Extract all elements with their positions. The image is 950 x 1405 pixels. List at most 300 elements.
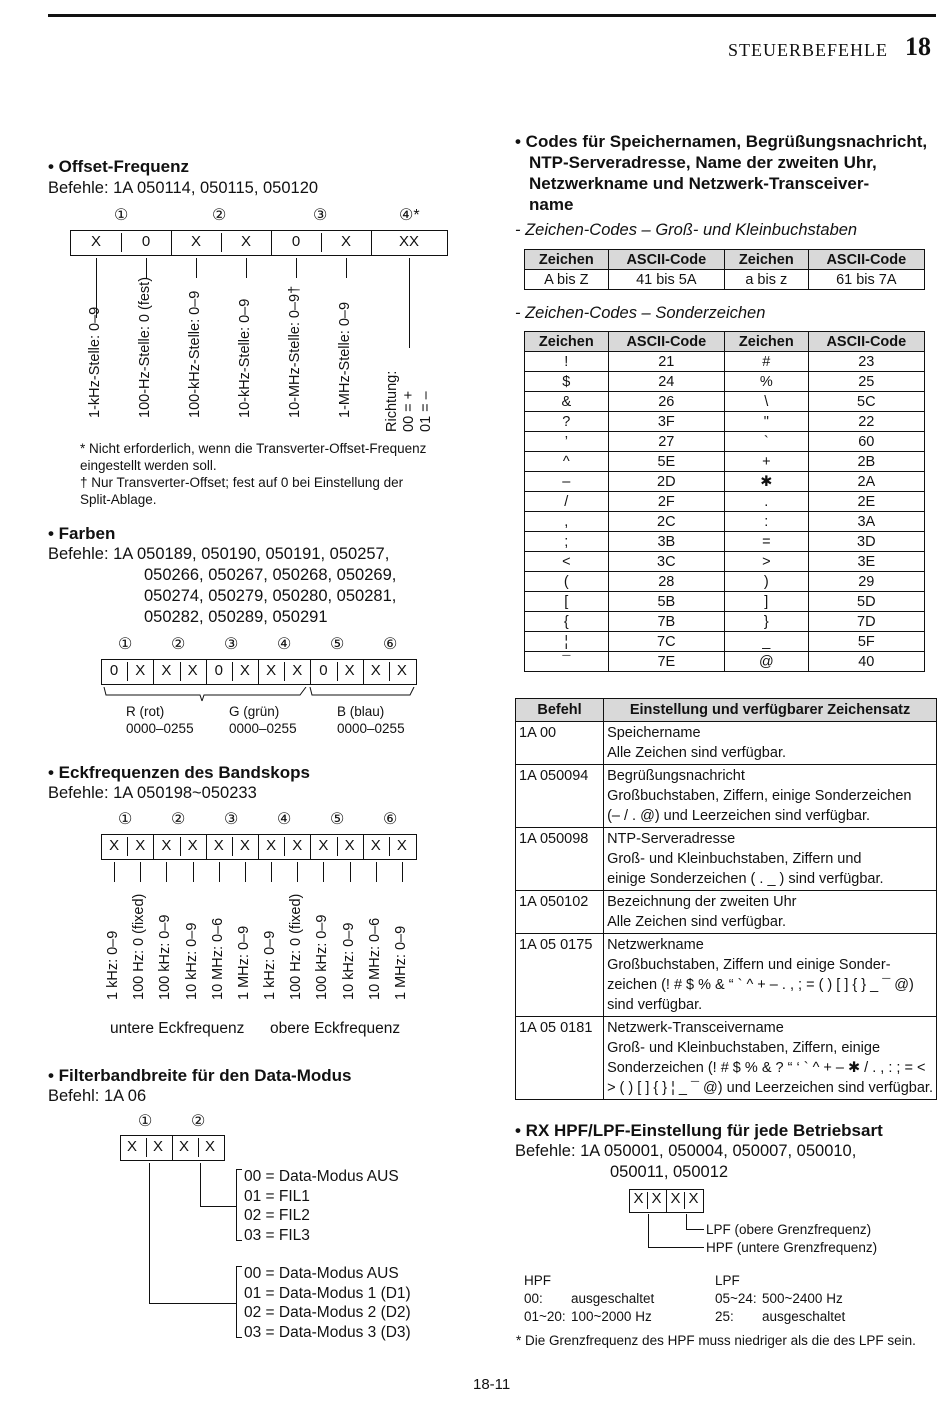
rxhpf-cell: X [651, 1190, 662, 1207]
table-row [516, 891, 937, 934]
table-row [516, 934, 937, 1017]
offset-label: 100-Hz-Stelle: 0 (fest) [137, 276, 153, 418]
table-row [525, 632, 925, 652]
command-code: 1A 05 0181 [516, 1017, 604, 1100]
table-row [516, 722, 937, 765]
table-cell: 61 bis 7A [808, 270, 924, 290]
filter-list-1 [244, 1264, 411, 1342]
table-cell: > [724, 552, 808, 572]
offset-cell: XX [398, 233, 419, 250]
colors-cell: X [344, 662, 355, 679]
table-cell: @ [724, 652, 808, 672]
cell-divider [363, 659, 364, 684]
table-cell: } [724, 612, 808, 632]
description-line: Großbuchstaben, Ziffern und einige Sonder- [607, 957, 891, 973]
scope-cell: X [109, 837, 120, 854]
rxhpf-cell: X [670, 1190, 681, 1207]
offset-direction: Richtung: [384, 370, 400, 432]
scope-arrow [350, 862, 351, 882]
hpf-title: HPF [524, 1273, 551, 1288]
table-cell: ¯ [525, 652, 609, 672]
colors-group-range: 0000–0255 [229, 721, 297, 736]
filter-list-2 [244, 1167, 399, 1245]
scope-arrow [193, 862, 194, 882]
scope-marker: ⑥ [383, 811, 398, 828]
cell-divider [180, 837, 181, 856]
table-row [525, 572, 925, 592]
scope-label: 10 kHz: 0–9 [183, 922, 200, 1000]
table-row [525, 432, 925, 452]
scope-arrow [402, 862, 403, 882]
table-cell: 22 [808, 412, 924, 432]
scope-label: 10 MHz: 0–6 [366, 917, 383, 1000]
lpf-label: LPF (obere Grenzfrequenz) [706, 1222, 872, 1237]
offset-label: 10-kHz-Stelle: 0–9 [237, 298, 253, 418]
offset-label: 1-MHz-Stelle: 0–9 [337, 301, 353, 418]
codes-heading-line: Netzwerkname und Netzwerk-Transceiver- [529, 174, 870, 193]
colors-cell: 0 [109, 662, 119, 679]
scope-cell: X [135, 837, 146, 854]
scope-arrow [140, 862, 141, 882]
lpf-title: LPF [715, 1273, 740, 1288]
cell-divider [337, 662, 338, 681]
description-line: Netzwerk-Transceivername [607, 1020, 784, 1036]
table-cell: 23 [808, 352, 924, 372]
colors-braces [100, 687, 420, 703]
scope-marker: ② [171, 811, 186, 828]
cell-divider [284, 662, 285, 681]
table-cell: [ [525, 592, 609, 612]
hpf-value: ausgeschaltet [571, 1291, 655, 1306]
offset-label: 1-kHz-Stelle: 0–9 [87, 306, 103, 418]
table-row [525, 532, 925, 552]
command-code: 1A 05 0175 [516, 934, 604, 1017]
colors-command: 050266, 050267, 050268, 050269, [144, 566, 397, 584]
offset-direction: 00 = + [401, 390, 417, 432]
lpf-code: 05~24: [715, 1291, 757, 1306]
table-cell: ] [724, 592, 808, 612]
lpf-value: ausgeschaltet [762, 1309, 846, 1324]
table-cell: ’ [525, 432, 609, 452]
col-header: Zeichen [525, 250, 609, 270]
table-cell: . [724, 492, 808, 512]
table-cell: 5B [608, 592, 724, 612]
description-line: Sonderzeichen (! # $ % & ? “ ‘ ` ^ + – ✱ / . , : ; = < [607, 1060, 926, 1076]
table-row [525, 592, 925, 612]
colors-marker: ① [118, 636, 133, 653]
table-cell: ` [724, 432, 808, 452]
table-cell: , [525, 512, 609, 532]
offset-marker-3: ③ [313, 207, 328, 224]
page-number: 18-11 [473, 1376, 511, 1393]
table-row [525, 352, 925, 372]
filter-list-item: 00 = Data-Modus AUS [244, 1168, 399, 1185]
scope-cell: X [161, 837, 172, 854]
scope-label: 100 Hz: 0 (fixed) [131, 893, 148, 1000]
filter-list-item: 02 = Data-Modus 2 (D2) [244, 1304, 411, 1321]
offset-cell: 0 [141, 233, 151, 250]
table-cell: 29 [808, 572, 924, 592]
table-cell: ¦ [525, 632, 609, 652]
scope-arrow [166, 862, 167, 882]
cell-divider [337, 837, 338, 856]
rxhpf-heading: • RX HPF/LPF-Einstellung für jede Betriebsart [515, 1121, 883, 1140]
table-cell: 5C [808, 392, 924, 412]
description-line: Netzwerkname [607, 937, 704, 953]
table-cell: 7B [608, 612, 724, 632]
command-code: 1A 050094 [516, 765, 604, 828]
colors-heading: • Farben [48, 524, 116, 543]
scope-arrow [297, 862, 298, 882]
scope-label: 100 kHz: 0–9 [157, 914, 174, 1000]
colors-cell: X [135, 662, 146, 679]
cell-divider [258, 659, 259, 684]
colors-cell: 0 [214, 662, 223, 679]
cell-divider [127, 662, 128, 681]
scope-marker: ⑤ [330, 811, 345, 828]
table-row [525, 392, 925, 412]
offset-frame [70, 230, 448, 256]
offset-marker-2: ② [212, 207, 227, 224]
cell-divider [153, 834, 154, 859]
table-cell: 60 [808, 432, 924, 452]
offset-direction: 01 = – [418, 391, 434, 432]
table-row [525, 372, 925, 392]
filter-list-item: 03 = Data-Modus 3 (D3) [244, 1323, 411, 1341]
table-cell: ✱ [724, 472, 808, 492]
col-header: ASCII-Code [808, 250, 924, 270]
description-line: Bezeichnung der zweiten Uhr [607, 894, 797, 910]
description-line: einige Sonderzeichen ( . _ ) sind verfügbar. [607, 871, 884, 887]
description-line: sind verfügbar. [607, 997, 703, 1013]
scope-label: 1 MHz: 0–9 [235, 925, 252, 1000]
table-cell: – [525, 472, 609, 492]
cell-divider [127, 837, 128, 856]
table-cell: 41 bis 5A [608, 270, 724, 290]
filter-cell: X [126, 1138, 137, 1155]
colors-cell: 0 [319, 662, 328, 679]
table-cell: 7E [608, 652, 724, 672]
table-cell: < [525, 552, 609, 572]
col-header: Einstellung und verfügbarer Zeichensatz [604, 699, 937, 722]
cell-divider [310, 659, 311, 684]
scope-upper: obere Eckfrequenz [270, 1020, 401, 1037]
offset-marker-1: ① [114, 207, 129, 224]
scope-label: 100 kHz: 0–9 [314, 914, 331, 1000]
scope-label: 1 kHz: 0–9 [262, 930, 279, 1000]
table-cell: 5F [808, 632, 924, 652]
col-header: ASCII-Code [608, 332, 724, 352]
table-cell: 5D [808, 592, 924, 612]
cell-divider [206, 834, 207, 859]
table-row [525, 492, 925, 512]
scope-cell: X [213, 837, 224, 854]
scope-marker: ③ [224, 811, 239, 828]
colors-marker: ④ [277, 636, 292, 653]
scope-cell: X [370, 837, 381, 854]
cell-divider [363, 834, 364, 859]
filter-list-item: 01 = Data-Modus 1 (D1) [244, 1284, 411, 1302]
description-line: Alle Zeichen sind verfügbar. [607, 914, 786, 930]
table-cell: ; [525, 532, 609, 552]
table-cell: ( [525, 572, 609, 592]
filter-heading: • Filterbandbreite für den Data-Modus [48, 1066, 352, 1085]
offset-note-2: † Nur Transverter-Offset; fest auf 0 bei Einstellung der Split-Ablage. [80, 475, 404, 507]
scope-arrow [245, 862, 246, 882]
table-cell: 3F [608, 412, 724, 432]
table-cell: % [724, 372, 808, 392]
col-header: Zeichen [724, 250, 808, 270]
cell-divider [232, 837, 233, 856]
table-cell: 2E [808, 492, 924, 512]
table-cell: 3B [608, 532, 724, 552]
codes-heading [515, 131, 927, 215]
offset-label: 10-MHz-Stelle: 0–9† [287, 285, 303, 418]
table-cell: ! [525, 352, 609, 372]
hpf-label: HPF (untere Grenzfrequenz) [706, 1240, 878, 1255]
col-header: ASCII-Code [808, 332, 924, 352]
table-cell: 2A [808, 472, 924, 492]
table-cell: 2B [808, 452, 924, 472]
table-cell: 2C [608, 512, 724, 532]
table-row [525, 652, 925, 672]
scope-label: 10 MHz: 0–6 [209, 917, 226, 1000]
colors-cell: X [370, 662, 381, 679]
scope-cell: X [266, 837, 277, 854]
colors-group-range: 0000–0255 [126, 721, 194, 736]
col-header: Befehl [516, 699, 604, 722]
command-code: 1A 050098 [516, 828, 604, 891]
table-row [525, 270, 925, 290]
description-line: Groß- und Kleinbuchstaben, Ziffern und [607, 851, 862, 867]
table-cell: 24 [608, 372, 724, 392]
table-row [516, 765, 937, 828]
scope-label: 100 Hz: 0 (fixed) [288, 893, 305, 1000]
colors-cell: X [187, 662, 198, 679]
description-line: (– / . @) und Leerzeichen sind verfügbar. [607, 808, 871, 824]
cell-divider [389, 837, 390, 856]
table-row [525, 472, 925, 492]
description-line: NTP-Serveradresse [607, 831, 736, 847]
table-cell: + [724, 452, 808, 472]
colors-cell: X [266, 662, 277, 679]
filter-list-item: 03 = FIL3 [244, 1226, 310, 1244]
filter-cell: X [152, 1138, 163, 1155]
description-line: Speichername [607, 725, 701, 741]
col-header: Zeichen [724, 332, 808, 352]
lpf-code: 25: [715, 1309, 734, 1324]
scope-label: 1 kHz: 0–9 [105, 930, 122, 1000]
header-rule [48, 14, 936, 17]
cell-divider [258, 834, 259, 859]
colors-command: 050274, 050279, 050280, 050281, [144, 587, 397, 605]
filter-marker: ① [138, 1113, 153, 1130]
table-cell: # [724, 352, 808, 372]
offset-cell: X [240, 233, 251, 250]
cell-divider [389, 662, 390, 681]
table-cell: " [724, 412, 808, 432]
hpf-code: 00: [524, 1291, 543, 1306]
offset-label: 100-kHz-Stelle: 0–9 [187, 290, 203, 418]
command-code: 1A 00 [516, 722, 604, 765]
colors-group-name: B (blau) [337, 704, 385, 719]
filter-list-item: 00 = Data-Modus AUS [244, 1265, 399, 1282]
rxhpf-cell: X [688, 1190, 699, 1207]
table-cell: ? [525, 412, 609, 432]
table-cell: 3E [808, 552, 924, 572]
table-cell: 2F [608, 492, 724, 512]
description-line: Groß- und Kleinbuchstaben, Ziffern, einige [607, 1040, 881, 1056]
offset-heading: • Offset-Frequenz [48, 157, 190, 176]
command-description [604, 934, 937, 1017]
col-header: Zeichen [525, 332, 609, 352]
table-cell: : [724, 512, 808, 532]
scope-cell: X [318, 837, 329, 854]
description-line: Großbuchstaben, Ziffern, einige Sonderzeichen [607, 788, 912, 804]
description-line: zeichen (! # $ % & “ ` ^ + – . , ; = ( ) [ ] { } _ ¯ @) [607, 977, 914, 993]
cell-divider [284, 837, 285, 856]
codes-heading-line: NTP-Serveradresse, Name der zweiten Uhr, [529, 153, 877, 172]
command-description [604, 891, 937, 934]
filter-cell: X [178, 1138, 189, 1155]
description-line: Alle Zeichen sind verfügbar. [607, 745, 786, 761]
cell-divider [232, 662, 233, 681]
colors-marker: ⑤ [330, 636, 345, 653]
scope-label: 1 MHz: 0–9 [392, 925, 409, 1000]
scope-cell: X [239, 837, 250, 854]
description-line: Begrüßungsnachricht [607, 768, 745, 784]
cell-divider [206, 659, 207, 684]
table-row [525, 612, 925, 632]
command-description [604, 765, 937, 828]
codes-heading-line: name [529, 195, 574, 214]
scope-arrow [219, 862, 220, 882]
command-description [604, 722, 937, 765]
letters-table [524, 249, 925, 290]
table-cell: \ [724, 392, 808, 412]
colors-group-name: R (rot) [126, 704, 165, 719]
table-cell: A bis Z [525, 270, 609, 290]
scope-cell: X [396, 837, 407, 854]
table-cell: ^ [525, 452, 609, 472]
table-cell: 21 [608, 352, 724, 372]
table-cell: 5E [608, 452, 724, 472]
table-row [525, 512, 925, 532]
scope-heading: • Eckfrequenzen des Bandskops [48, 763, 310, 782]
col-header: ASCII-Code [608, 250, 724, 270]
table-row [525, 552, 925, 572]
command-description [604, 1017, 937, 1100]
description-line: > ( ) [ ] { } ¦ _ ¯ @) und Leerzeichen sind verfügbar. [607, 1080, 933, 1096]
offset-cell: X [190, 233, 201, 250]
offset-note-1: * Nicht erforderlich, wenn die Transverter-Offset-Frequenz eingestellt werden soll. [80, 441, 427, 473]
cell-divider [180, 662, 181, 681]
colors-command: Befehle: 1A 050189, 050190, 050191, 050257, [48, 545, 390, 563]
table-row [525, 452, 925, 472]
rxhpf-command: 050011, 050012 [610, 1163, 729, 1181]
table-cell: 7C [608, 632, 724, 652]
filter-list-item: 01 = FIL1 [244, 1187, 310, 1205]
codes-subheading-letters: - Zeichen-Codes – Groß- und Kleinbuchstaben [515, 221, 858, 239]
special-table [524, 331, 925, 672]
cell-divider [310, 834, 311, 859]
table-row [516, 1017, 937, 1100]
table-cell: & [525, 392, 609, 412]
lpf-value: 500~2400 Hz [762, 1291, 843, 1306]
table-row [525, 412, 925, 432]
table-cell: 3A [808, 512, 924, 532]
scope-lower: untere Eckfrequenz [110, 1020, 245, 1037]
table-cell: = [724, 532, 808, 552]
scope-arrow [323, 862, 324, 882]
rxhpf-note: * Die Grenzfrequenz des HPF muss niedriger als die des LPF sein. [516, 1333, 916, 1348]
codes-heading-line: • Codes für Speichernamen, Begrüßungsnachricht, [515, 132, 928, 151]
table-cell: / [525, 492, 609, 512]
colors-cell: X [396, 662, 407, 679]
codes-subheading-special: - Zeichen-Codes – Sonderzeichen [515, 304, 766, 322]
table-row [516, 828, 937, 891]
table-cell: 3D [808, 532, 924, 552]
colors-marker: ② [171, 636, 186, 653]
cell-divider [153, 659, 154, 684]
filter-cell: X [204, 1138, 215, 1155]
scope-cell: X [344, 837, 355, 854]
table-cell: 7D [808, 612, 924, 632]
table-cell: { [525, 612, 609, 632]
colors-group-range: 0000–0255 [337, 721, 405, 736]
offset-cell: X [340, 233, 351, 250]
section-title: STEUERBEFEHLE [728, 40, 888, 60]
scope-marker: ① [118, 811, 133, 828]
rxhpf-cell: X [633, 1190, 644, 1207]
colors-marker: ⑥ [383, 636, 398, 653]
scope-command: Befehle: 1A 050198~050233 [48, 784, 257, 802]
colors-cell: X [292, 662, 303, 679]
colors-cell: X [239, 662, 250, 679]
table-cell: ) [724, 572, 808, 592]
table-cell: 3C [608, 552, 724, 572]
table-cell: a bis z [724, 270, 808, 290]
scope-arrow [271, 862, 272, 882]
command-code: 1A 050102 [516, 891, 604, 934]
rxhpf-command: Befehle: 1A 050001, 050004, 050007, 050010, [515, 1142, 857, 1160]
hpf-value: 100~2000 Hz [571, 1309, 652, 1324]
table-cell: 25 [808, 372, 924, 392]
scope-arrow [376, 862, 377, 882]
scope-cell: X [187, 837, 198, 854]
colors-cell: X [161, 662, 172, 679]
offset-cell: 0 [291, 233, 301, 250]
offset-cell: X [90, 233, 101, 250]
filter-marker: ② [191, 1113, 206, 1130]
colors-command: 050282, 050289, 050291 [144, 608, 328, 626]
table-cell: 28 [608, 572, 724, 592]
scope-arrow [114, 862, 115, 882]
scope-marker: ④ [277, 811, 292, 828]
hpf-code: 01~20: [524, 1309, 566, 1324]
filter-list-item: 02 = FIL2 [244, 1207, 310, 1224]
offset-command: Befehle: 1A 050114, 050115, 050120 [48, 179, 319, 197]
colors-marker: ③ [224, 636, 239, 653]
table-cell: 2D [608, 472, 724, 492]
table-cell: _ [724, 632, 808, 652]
filter-command: Befehl: 1A 06 [48, 1087, 147, 1105]
chapter-number: 18 [905, 32, 931, 61]
table-cell: 40 [808, 652, 924, 672]
scope-cell: X [292, 837, 303, 854]
scope-label: 10 kHz: 0–9 [340, 922, 357, 1000]
offset-marker-4: ④* [399, 207, 420, 224]
